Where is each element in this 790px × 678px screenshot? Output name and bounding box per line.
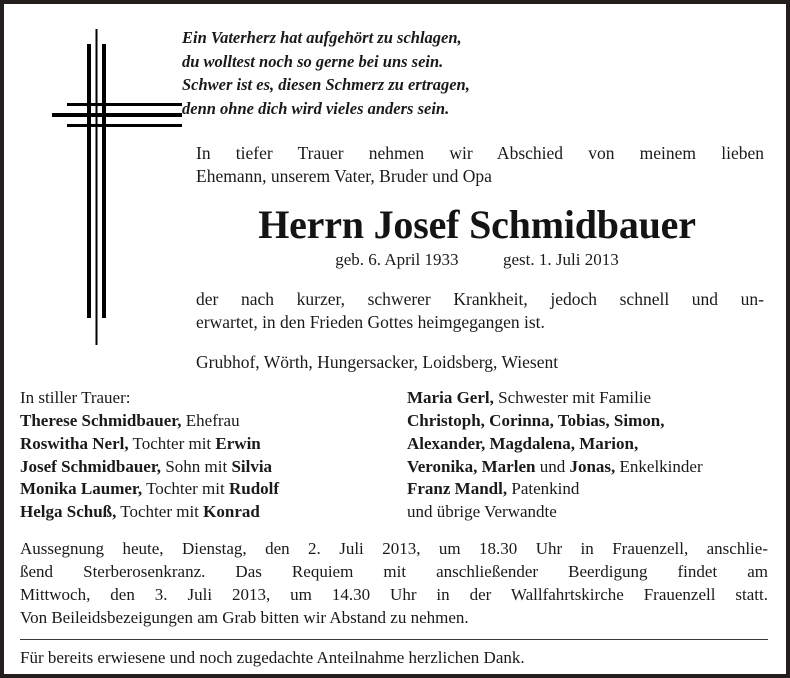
passing-text	[182, 288, 764, 334]
mourner-row	[20, 410, 395, 433]
mourner-relation: Tochter mit	[128, 433, 216, 453]
funeral-line-1: Aussegnung heute, Dienstag, den 2. Juli 2013, um 18.30 Uhr in Frauenzell, anschlie-	[20, 539, 768, 559]
mourners-section	[4, 379, 786, 524]
announcement-lead	[182, 142, 764, 188]
mourner-row	[20, 456, 395, 479]
funeral-line-2: ßend Sterberosenkranz. Das Requiem mit anschließender Beerdigung findet am	[20, 561, 768, 581]
passing-line-2: erwartet, in den Frieden Gottes heimgegangen ist.	[196, 311, 545, 332]
mourner-row	[20, 478, 395, 501]
mourner-relation: Tochter mit	[116, 502, 204, 522]
mourner-row	[20, 433, 395, 456]
mourners-right-column	[395, 387, 782, 524]
lead-line-1: In tiefer Trauer nehmen wir Abschied von meinem lieben	[196, 143, 764, 164]
life-dates	[182, 250, 764, 270]
mourner-row	[407, 456, 782, 479]
mourner-row	[407, 478, 782, 501]
thanks-text: Für bereits erwiesene und noch zugedachte Anteilnahme herzlichen Dank.	[20, 647, 525, 667]
mourner-name: Therese Schmidbauer,	[20, 410, 182, 430]
mourner-relation: Schwester mit Familie	[493, 387, 652, 407]
mourner-name: Roswitha Nerl,	[20, 433, 129, 453]
mourner-name: Christoph, Corinna, Tobias, Simon,	[407, 410, 665, 430]
funeral-line-4: Von Beileidsbezeigungen am Grab bitten wir Abstand zu nehmen.	[20, 607, 469, 627]
poem-line-2: du wolltest noch so gerne bei uns sein.	[182, 51, 444, 71]
memorial-poem	[182, 26, 764, 120]
main-text-column	[182, 4, 786, 373]
mourner-suffix: Enkelkinder	[615, 456, 703, 476]
birth-date: geb. 6. April 1933	[335, 249, 459, 269]
funeral-details	[4, 524, 786, 629]
mourner-name: Franz Mandl,	[407, 479, 508, 499]
mourner-partner: Jonas,	[569, 456, 616, 476]
mourner-relation: und übrige Verwandte	[407, 502, 557, 522]
mourners-left-column	[20, 387, 395, 524]
mourner-name: Helga Schuß,	[20, 502, 117, 522]
mourner-partner: Erwin	[215, 433, 261, 453]
mourner-row	[407, 433, 782, 456]
mourner-name: Monika Laumer,	[20, 479, 143, 499]
mourner-row	[407, 501, 782, 524]
poem-line-1: Ein Vaterherz hat aufgehört zu schlagen,	[182, 28, 462, 47]
mourner-name: Josef Schmidbauer,	[20, 456, 162, 476]
poem-line-4: denn ohne dich wird vieles anders sein.	[182, 98, 450, 118]
mourner-relation: Patenkind	[507, 479, 580, 499]
mourner-partner: Konrad	[203, 502, 260, 522]
death-date: gest. 1. Juli 2013	[503, 249, 619, 269]
mourner-relation: Sohn mit	[161, 456, 232, 476]
mourner-row	[20, 501, 395, 524]
mourner-name: Alexander, Magdalena, Marion,	[407, 433, 639, 453]
cross-icon	[4, 4, 182, 352]
mourner-row	[407, 410, 782, 433]
mourner-name: Veronika, Marlen	[407, 456, 536, 476]
top-section	[4, 4, 786, 373]
cross-column	[4, 4, 182, 352]
deceased-name: Herrn Josef Schmidbauer	[258, 201, 696, 247]
mourner-relation: Tochter mit	[142, 479, 229, 499]
mourner-partner: Rudolf	[228, 479, 280, 499]
passing-line-1: der nach kurzer, schwerer Krankheit, jedoch schnell und un-	[196, 288, 764, 309]
mourner-partner: Silvia	[231, 456, 273, 476]
mourner-relation: und	[535, 456, 570, 476]
mourner-relation: Ehefrau	[181, 410, 240, 430]
mourner-row	[407, 387, 782, 410]
mourner-name: Maria Gerl,	[407, 387, 494, 407]
lead-line-2: Ehemann, unserem Vater, Bruder und Opa	[196, 166, 492, 187]
mourners-heading: In stiller Trauer:	[20, 387, 131, 407]
places-list: Grubhof, Wörth, Hungersacker, Loidsberg, Wiesent	[196, 351, 559, 372]
funeral-line-3: Mittwoch, den 3. Juli 2013, um 14.30 Uhr in der Wallfahrtskirche Frauenzell statt.	[20, 584, 768, 604]
poem-line-3: Schwer ist es, diesen Schmerz zu ertragen,	[182, 75, 470, 95]
